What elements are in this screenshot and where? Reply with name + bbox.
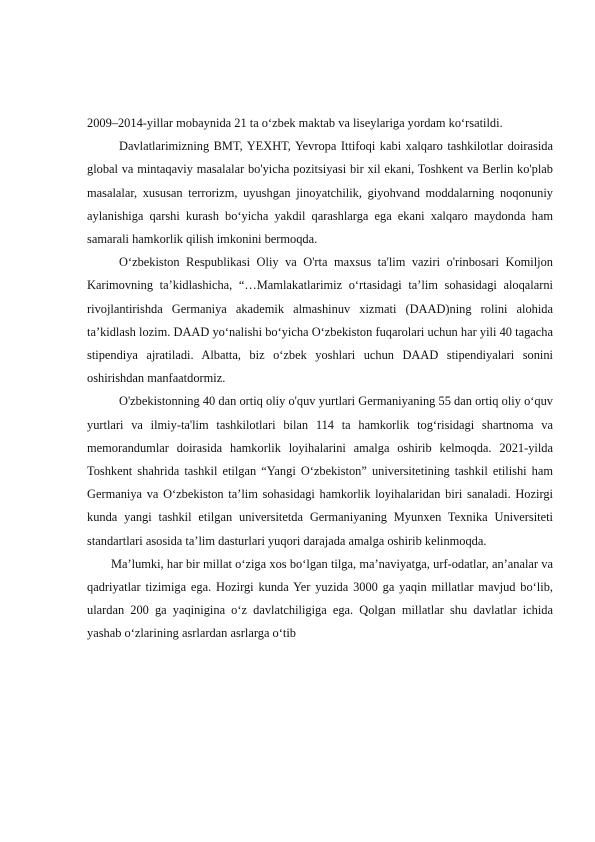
paragraph-3: O‘zbekiston Respublikasi Oliy va O'rta maxsus ta'lim vaziri o'rinbosari Komiljon Karimovning ta’kidlashicha, “…Mamlakatlarimiz o‘rtasidagi ta’lim sohasidagi aloqalarni rivojlantirishda Germaniya akademik almashinuv xizmati (DAAD)ning rolini alohida ta’kidlash lozim. DAAD yo‘nalishi bo‘yicha O‘zbekiston fuqarolari uchun har yili 40 tagacha stipendiya ajratiladi. Albatta, biz o‘zbek yoshlari uchun DAAD stipendiyalari sonini oshirishdan manfaatdormiz. xyxy=(87,255,553,386)
paragraph-4: O'zbekistonning 40 dan ortiq oliy o'quv yurtlari Germaniyaning 55 dan ortiq oliy o‘quv yurtlari va ilmiy-ta'lim tashkilotlari bilan 114 ta hamkorlik tog‘risidagi shartnoma va memorandumlar doirasida hamkorlik loyihalarini amalga oshirib kelmoqda. 2021-yilda Toshkent shahrida tashkil etilgan “Yangi O‘zbekiston” universitetining tashkil etilishi ham Germaniya va O‘zbekiston ta’lim sohasidagi hamkorlik loyihalaridan biri sanaladi. Hozirgi kunda yangi tashkil etilgan universitetda Germaniyaning Myunxen Texnika Universiteti standartlari asosida ta’lim dasturlari yuqori darajada amalga oshirib kelinmoqda. xyxy=(87,394,553,548)
document-body xyxy=(87,112,553,646)
paragraph-2: Davlatlarimizning BMT, YEXHT, Yevropa Ittifoqi kabi xalqaro tashkilotlar doirasida global va mintaqaviy masalalar bo'yicha pozitsiyasi bir xil ekani, Toshkent va Berlin ko'plab masalalar, xususan terrorizm, uyushgan jinoyatchilik, giyohvand moddalarning noqonuniy aylanishiga qarshi kurash bo‘yicha yakdil qarashlarga ega ekani xalqaro maydonda ham samarali hamkorlik qilish imkonini bermoqda. xyxy=(87,139,553,247)
paragraph-1: 2009–2014-yillar mobaynida 21 ta o‘zbek maktab va liseylariga yordam ko‘rsatildi. xyxy=(87,116,503,130)
paragraph-5: Ma’lumki, har bir millat o‘ziga xos bo‘lgan tilga, ma’naviyatga, urf-odatlar, an’analar va qadriyatlar tizimiga ega. Hozirgi kunda Yer yuzida 3000 ga yaqin millatlar mavjud bo‘lib, ulardan 200 ga yaqinigina o‘z davlatchiligiga ega. Qolgan millatlar shu davlatlar ichida yashab o‘zlarining asrlardan asrlarga o‘tib xyxy=(87,556,553,641)
